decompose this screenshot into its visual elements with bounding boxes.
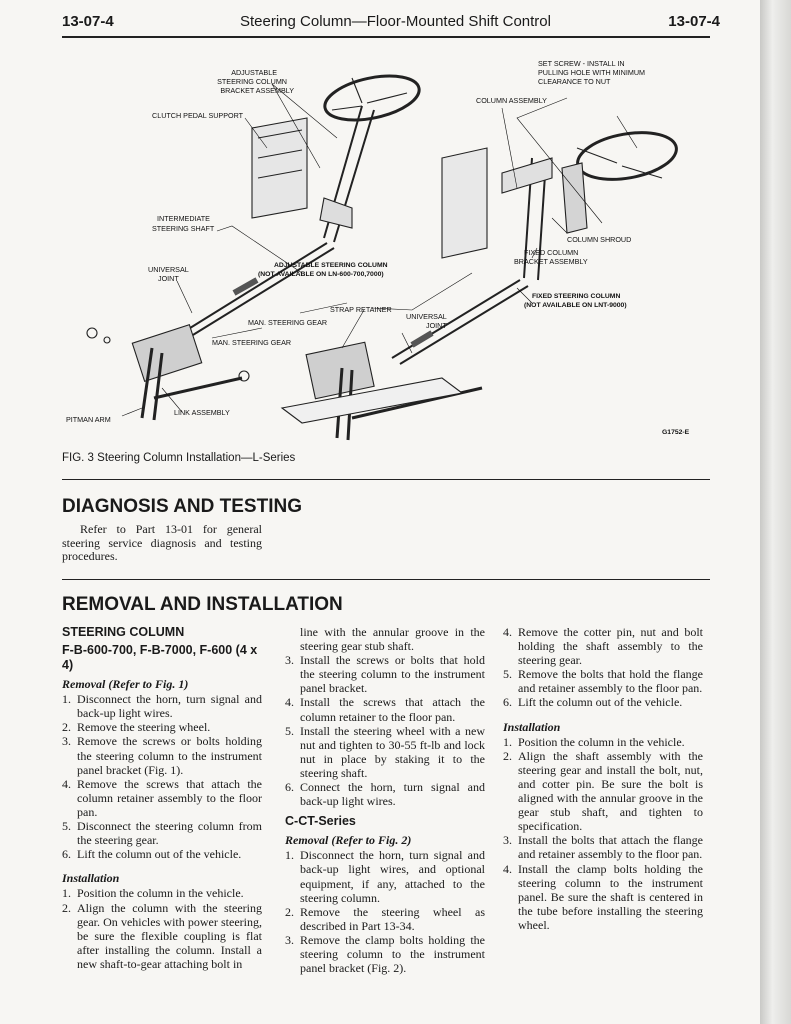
removal-subheading: Removal (Refer to Fig. 1): [62, 677, 189, 692]
label-set-screw-3: CLEARANCE TO NUT: [538, 77, 611, 86]
item-text: Align the column with the steering gear. On vehicles with power steering, be sure the flexible coupling is flat after installing the column. Install a new shaft-to-gear attaching bolt in: [77, 900, 262, 971]
list-item: [285, 653, 485, 695]
item-number: 5.: [503, 667, 512, 682]
item-number: 4.: [503, 861, 512, 876]
list-item: [503, 735, 703, 749]
item-text: Install the steering wheel with a new nut and tighten to 30-55 ft-lb and lock nut in place by staking it to the steering shaft.: [300, 723, 485, 780]
label-fixed-column-1: FIXED STEERING COLUMN: [532, 293, 621, 300]
item-text: Disconnect the horn, turn signal and back-up light wires, and optional equipment, if any, attached to the steering column.: [300, 848, 485, 905]
removal-steps-c-ct: [285, 848, 485, 975]
item-number: 1.: [503, 734, 512, 749]
header-rule: [62, 36, 710, 38]
list-item: [285, 695, 485, 723]
figure-caption: FIG. 3 Steering Column Installation—L-Series: [62, 452, 296, 464]
page-edge: [760, 0, 791, 1024]
label-man-steering-gear-2: MAN. STEERING GEAR: [212, 338, 292, 347]
item-text: Lift the column out of the vehicle.: [518, 695, 683, 710]
label-set-screw-2: PULLING HOLE WITH MINIMUM: [538, 68, 646, 77]
item-text: Align the shaft assembly with the steering gear and install the bolt, nut, and cotter pin. Be sure the bolt is aligned with the annular groove in the gear stub shaft, and tighten to specification.: [518, 748, 703, 834]
label-fixed-bracket-2: BRACKET ASSEMBLY: [514, 257, 588, 266]
list-item: [285, 780, 485, 808]
item-text: Remove the cotter pin, nut and bolt holding the shaft assembly to the steering gear.: [518, 625, 703, 668]
label-adjustable-column-1: ADJUSTABLE STEERING COLUMN: [274, 262, 388, 269]
list-item: [62, 819, 262, 847]
list-item: [285, 933, 485, 975]
item-text: Connect the horn, turn signal and back-up light wires.: [300, 780, 485, 809]
label-universal-joint-right-2: JOINT: [426, 321, 447, 330]
label-adjustable-bracket-1: ADJUSTABLE: [231, 68, 277, 77]
installation-steps: [62, 886, 262, 971]
item-number: 3.: [285, 932, 294, 947]
item-number: 4.: [503, 625, 512, 639]
item-number: 2.: [62, 900, 71, 915]
list-item: [62, 886, 262, 900]
list-item: [62, 777, 262, 819]
item-text: Install the screws that attach the column retainer to the floor pan.: [300, 695, 485, 724]
label-adjustable-column-2: (NOT AVAILABLE ON LN-600-700,7000): [258, 271, 384, 278]
item-text: Install the clamp bolts holding the steering column to the instrument panel. Be sure the shaft is centered in the tube before installing the steering wheel.: [518, 861, 703, 932]
installation-steps-c-ct: [503, 735, 703, 932]
page-header: [62, 13, 720, 37]
item-number: 2.: [285, 904, 294, 919]
item-text: Position the column in the vehicle.: [77, 886, 244, 901]
item-number: 3.: [503, 833, 512, 848]
item-text: Remove the steering wheel as described in Part 13-34.: [300, 904, 485, 933]
diagnosis-heading: DIAGNOSIS AND TESTING: [62, 496, 302, 517]
model-heading-c-ct: C-CT-Series: [285, 814, 356, 829]
caption-rule: [62, 479, 710, 480]
item-number: 2.: [503, 748, 512, 763]
column-1: [62, 625, 262, 971]
item-text: Remove the screws or bolts holding the steering column to the instrument panel bracket (Fig. 1).: [77, 734, 262, 777]
item-number: 5.: [62, 819, 71, 834]
list-item: [62, 734, 262, 776]
list-item: [62, 847, 262, 861]
item-number: 4.: [62, 776, 71, 791]
item-text: Position the column in the vehicle.: [518, 734, 685, 749]
item-number: 6.: [285, 780, 294, 795]
installation-subheading: Installation: [62, 871, 120, 886]
item-text: Remove the steering wheel.: [77, 720, 211, 735]
list-item: [285, 905, 485, 933]
list-item: [503, 833, 703, 861]
item-text: Remove the bolts that hold the flange and retainer assembly to the floor pan.: [518, 667, 703, 696]
label-universal-joint-left-1: UNIVERSAL: [148, 265, 189, 274]
page-number-right: 13-07-4: [668, 13, 720, 30]
item-number: 3.: [285, 653, 294, 668]
list-item: [62, 720, 262, 734]
item-text: Disconnect the horn, turn signal and back-up light wires.: [77, 692, 262, 721]
item-text: Install the bolts that attach the flange and retainer assembly to the floor pan.: [518, 833, 703, 862]
item-text: Remove the clamp bolts holding the steering column to the instrument panel bracket (Fig. 2).: [300, 932, 485, 976]
label-fixed-column-2: (NOT AVAILABLE ON LNT-9000): [524, 302, 627, 309]
item-text: Install the screws or bolts that hold the steering column to the instrument panel bracket.: [300, 653, 485, 696]
label-strap-retainer: STRAP RETAINER: [330, 305, 392, 314]
diagnosis-text: Refer to Part 13-01 for general steering service diagnosis and testing procedures.: [62, 522, 262, 564]
list-item: [503, 695, 703, 709]
installation-steps-continued: [285, 653, 485, 808]
list-item: [62, 901, 262, 971]
item-text: Remove the screws that attach the column retainer assembly to the floor pan.: [77, 776, 262, 819]
list-item: [503, 625, 703, 667]
item-number: 1.: [285, 848, 294, 863]
label-adjustable-bracket-3: BRACKET ASSEMBLY: [220, 86, 294, 95]
removal-steps: [62, 692, 262, 861]
list-item: [62, 692, 262, 720]
column-3: [503, 625, 703, 932]
item-number: 2.: [62, 720, 71, 735]
item-text: Disconnect the steering column from the steering gear.: [77, 819, 262, 848]
steering-column-illustration: [62, 48, 710, 446]
label-universal-joint-right-1: UNIVERSAL: [406, 312, 447, 321]
item-number: 3.: [62, 734, 71, 749]
label-adjustable-bracket-2: STEERING COLUMN: [217, 77, 287, 86]
label-fixed-bracket-1: FIXED COLUMN: [524, 248, 579, 257]
label-pitman-arm: PITMAN ARM: [66, 415, 111, 424]
installation-subheading-c-ct: Installation: [503, 719, 561, 734]
removal-steps-continued: [503, 625, 703, 710]
list-item: [503, 667, 703, 695]
page-number-left: 13-07-4: [62, 13, 114, 30]
item-number: 6.: [62, 847, 71, 862]
list-item: [503, 749, 703, 834]
label-column-shroud: COLUMN SHROUD: [567, 235, 632, 244]
removal-installation-heading: REMOVAL AND INSTALLATION: [62, 594, 343, 615]
item-number: 5.: [285, 723, 294, 738]
steering-column-heading: STEERING COLUMN: [62, 625, 185, 639]
figure-steering-column: [62, 48, 710, 446]
label-column-assembly: COLUMN ASSEMBLY: [476, 96, 547, 105]
section-rule: [62, 579, 710, 580]
list-item: [503, 862, 703, 932]
figure-code: G1752-E: [662, 429, 690, 436]
item-number: 1.: [62, 886, 71, 901]
label-intermediate-2: STEERING SHAFT: [152, 224, 215, 233]
running-title: Steering Column—Floor-Mounted Shift Control: [240, 13, 551, 30]
removal-subheading-c-ct: Removal (Refer to Fig. 2): [285, 833, 412, 848]
column-2: [285, 625, 485, 975]
continued-text: line with the annular groove in the steering gear stub shaft.: [300, 625, 485, 654]
list-item: [285, 724, 485, 780]
item-number: 4.: [285, 695, 294, 710]
item-text: Lift the column out of the vehicle.: [77, 847, 242, 862]
item-number: 6.: [503, 695, 512, 710]
label-intermediate-1: INTERMEDIATE: [157, 214, 210, 223]
label-man-steering-gear-1: MAN. STEERING GEAR: [248, 318, 328, 327]
item-number: 1.: [62, 692, 71, 707]
label-clutch-pedal-support: CLUTCH PEDAL SUPPORT: [152, 111, 244, 120]
label-set-screw-1: SET SCREW - INSTALL IN: [538, 59, 625, 68]
list-item: [285, 848, 485, 904]
label-link-assembly: LINK ASSEMBLY: [174, 408, 230, 417]
model-heading-f-series: F-B-600-700, F-B-7000, F-600 (4 x 4): [62, 643, 258, 673]
label-universal-joint-left-2: JOINT: [158, 274, 179, 283]
